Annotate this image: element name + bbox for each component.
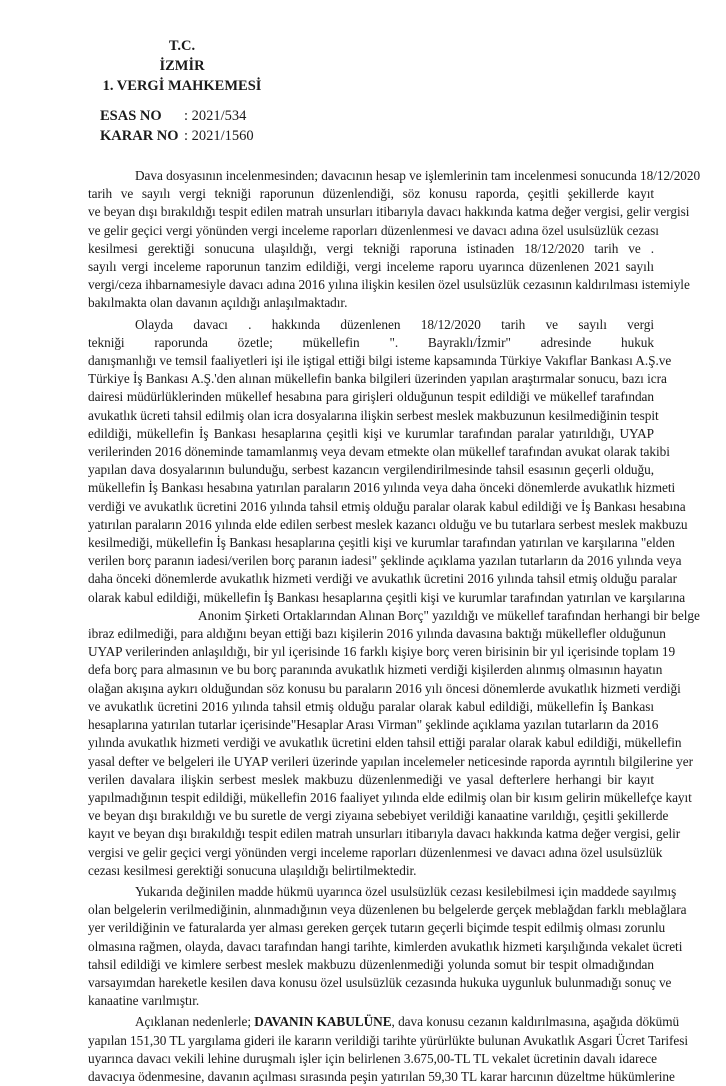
text-line: danışmanlığı ve temsil faaliyetleri işi ile iştigal ettiği bilgi isteme kapsamında Türkiye Vakıflar Bankası A.Ş.ve bbox=[88, 353, 672, 369]
header-court-name: 1. VERGİ MAHKEMESİ bbox=[102, 78, 262, 94]
text-line: yasal defter ve belgeleri ile UYAP verileri üzerinde yapılan incelemeler neticesinde raporda ayrıntılı bilgilerine yer bbox=[88, 753, 694, 769]
text-line: Türkiye İş Bankası A.Ş.'den alınan mükellefin banka bilgileri üzerinden yapılan araştırmalar sonucu, bazı icra bbox=[88, 371, 667, 387]
esas-no-value: : 2021/534 bbox=[184, 108, 247, 124]
karar-no-label: KARAR NO bbox=[100, 128, 179, 144]
header-tc: T.C. bbox=[168, 38, 196, 54]
judgment-first-line bbox=[88, 1013, 680, 1031]
text-line: Yukarıda değinilen madde hükmü uyarınca özel usulsüzlük cezası kesilebilmesi için maddede sayılmış bbox=[135, 883, 677, 899]
karar-no-value: : 2021/1560 bbox=[184, 128, 254, 144]
text-line: ve avukatlık ücretini 2016 yılında tahsil etmiş olduğu paralar olarak kabul edildiği, mükellefin İş Bankası bbox=[88, 698, 654, 714]
karar-no-row bbox=[100, 126, 254, 146]
text-line: olağan akışına aykırı olduğundan söz konusu bu paraların 2016 yılı öncesi dönemlerde avukatlık hizmeti verdiği bbox=[88, 680, 681, 696]
text-line: yapılmadığının tespit edildiği, mükellefin 2016 faaliyet yılında elde edilmiş olan bir kısım gelirin mükellefçe kayıt bbox=[88, 789, 692, 805]
text-line: ve gelir geçici vergi yönünden vergi inceleme raporları düzenlenmesi ve davacı adına özel usulsüzlük cezası bbox=[88, 222, 659, 238]
paragraph-4-judgment bbox=[88, 1013, 689, 1086]
text-line: olarak kabul edildiği, mükellefin İş Bankası hesaplarına çeşitli kişi ve kurumlar tarafından yatırılan ve karşılarına bbox=[88, 589, 686, 605]
text-line: verdiği ve avukatlık ücretini 2016 yılında tahsil etmiş olduğu paralar olarak kabul edildiği ve İş Bankası hesabına bbox=[88, 498, 686, 514]
judgment-decision: DAVANIN KABULÜNE bbox=[254, 1014, 392, 1030]
text-line: varsayımdan hareketle kesilen dava konusu özel usulsüzlük cezasında hukuka uygunluk bulunmadığı sonuç ve bbox=[88, 974, 672, 990]
text-line: UYAP verilerinden anlaşıldığı, bir yıl içerisinde 16 farklı kişiye borç veren birisinin bir yıl içerisinde toplam 19 bbox=[88, 644, 676, 660]
text-line: tekniği raporunda özetle; mükellefin ". Bayraklı/İzmir" adresinde hukuk bbox=[88, 334, 654, 350]
text-line: uyarınca davacı vekili lehine duruşmalı işler için belirlenen 3.675,00-TL TL vekalet ücretinin davalı idarece bbox=[88, 1050, 657, 1066]
text-line: yatırılan paraların 2016 yılında elde edilen serbest meslek kazancı olduğu ve bu tutarlara serbest meslek makbuzu bbox=[88, 516, 688, 532]
text-line: tahsil edildiği ve kimlere serbest meslek makbuzu düzenlenmediği yolunda somut bir tespit olmadığından bbox=[88, 956, 654, 972]
paragraph-3 bbox=[88, 883, 687, 1010]
text-line: ibraz edilmediği, para aldığını beyan ettiği bazı kişilerin 2016 yılında davasına baktığı mükellefler olduğunun bbox=[88, 626, 666, 642]
case-meta bbox=[100, 106, 254, 146]
paragraph-1 bbox=[88, 167, 701, 313]
text-line: mükellefin İş Bankası hesabına yatırılan paraların 2016 yılında veya daha önceki dönemlerde avukatlık hizmeti bbox=[88, 480, 676, 496]
text-line: yılında avukatlık hizmeti verdiği ve avukatlık ücretini elden tahsil ettiği paralar olarak kabul edildiği, mükellefin bbox=[88, 735, 682, 751]
text-line: vergisi ve gelir geçici vergi yönünden vergi inceleme raporları düzenlenmesi ve davacı adına özel usulsüzlük bbox=[88, 844, 663, 860]
text-line: ve beyan dışı bırakıldığı ve bu suretle de vergi ziyaına sebebiyet verildiği kanaatine varıldığı, çeşitli şekillerde bbox=[88, 808, 669, 824]
text-line: olmasına rağmen, olayda, davacı tarafından hangi tarihte, kimlerden avukatlık hizmeti karşılığında vekalet ücreti bbox=[88, 938, 683, 954]
text-line: olan belgelerin verilmediğinin, alınmadığının veya düzenlenen bu belgelerde gerçek meblağdan farklı meblağlara bbox=[88, 902, 687, 918]
text-line: Dava dosyasının incelenmesinden; davacının hesap ve işlemlerinin tam incelenmesi sonucunda 18/12/2020 bbox=[135, 168, 701, 183]
text-line: kesilmediği, mükellefin İş Bankası hesaplarına çeşitli kişi ve kurumlar tarafından yatırılan ve karşılarına "elden bbox=[88, 535, 675, 551]
text-line: hesaplarına yatırılan tutarlar içerisinde"Hesaplar Arası Virman" şeklinde açıklama yazılan tutarların da 2016 bbox=[88, 717, 659, 733]
paragraph-2 bbox=[88, 316, 700, 880]
document-body bbox=[88, 167, 701, 1086]
text-line: bakılmakta olan davanın açıldığı anlaşılmaktadır. bbox=[88, 295, 348, 311]
text-line: edildiği, mükellefin İş Bankası hesaplarına çeşitli kişi ve kurumlar tarafından paralar yatırıldığı, UYAP bbox=[88, 425, 654, 441]
text-line: daha önceki dönemlerde avukatlık hizmeti verdiği ve avukatlık ücretini 2016 yılında tahsil etmiş olduğu paralar bbox=[88, 571, 677, 587]
text-line: kayıt ve beyan dışı bırakıldığı tespit edilen matrah unsurları itibarıyla davacı hakkında katma değer vergisi, gelir bbox=[88, 826, 681, 842]
text-line: avukatlık ücreti tahsil edilmiş olan icra dosyalarına ilişkin serbest meslek makbuzunun kesilmediğinin tespit bbox=[88, 407, 659, 423]
text-line: tarih ve sayılı vergi tekniği raporunun düzenlendiği, söz konusu raporda, çeşitli şekillerde kayıt bbox=[88, 186, 654, 202]
header-city: İZMİR bbox=[159, 58, 205, 74]
text-line: verilerinden 2016 döneminde tamamlanmış veya devam etmekte olan mükellef tarafından avukat olarak takibi bbox=[88, 444, 670, 460]
text-line: dairesi müdürlüklerinden mükellef hesabına para girişleri olduğunun tespit edildiği ve mükellef tarafından bbox=[88, 389, 654, 405]
text-line: verilen borç paranın iadesi/verilen borç paranın iadesi" şeklinde açıklama yazılan tutarların da 2016 yılında veya bbox=[88, 553, 682, 569]
text-line: cezası kesilmesi gerektiği sonucuna ulaşıldığı belirtilmektedir. bbox=[88, 862, 417, 878]
text-line: yapılan 151,30 TL yargılama gideri ile kararın verildiği tarihte yürürlükte bulunan Avukatlık Asgari Ücret Tarifesi bbox=[88, 1032, 689, 1048]
text-line: defa borç para almasının ve bu borç paranında avukatlık hizmeti verdiği kişilerden alınmış olmasının hayatın bbox=[88, 662, 663, 678]
text-line: yapılan dava dosyalarının bulunduğu, serbest kazancın vergilendirilmesinde tahsil esasının geçerli olduğu, bbox=[88, 462, 654, 478]
text-line: sayılı vergi inceleme raporunun tanzim edildiği, vergi inceleme raporu uyarınca düzenlenen 2021 sayılı bbox=[88, 259, 654, 275]
esas-no-row bbox=[100, 106, 254, 126]
text-line: yer verildiğinin ve faturalarda yer alması gereken gerçek tutarın geçerli biçimde tespit edilmiş olması zorunlu bbox=[88, 920, 666, 936]
court-header bbox=[82, 36, 282, 96]
text-line: kanaatine varılmıştır. bbox=[88, 993, 200, 1009]
text-line: kesilmesi gerektiği sonucuna ulaşıldığı, vergi tekniği raporuna istinaden 18/12/2020 tarih ve . bbox=[88, 240, 654, 256]
text-line: vergi/ceza ihbarnamesiyle davacı adına 2016 yılına ilişkin kesilen özel usulsüzlük cezasının kaldırılması istemiyle bbox=[88, 277, 690, 293]
judgment-intro: Açıklanan nedenlerle; bbox=[135, 1014, 255, 1030]
judgment-rest: , dava konusu cezanın kaldırılmasına, aşağıda dökümü bbox=[391, 1014, 680, 1030]
text-line: Olayda davacı . hakkında düzenlenen 18/12/2020 tarih ve sayılı vergi bbox=[135, 316, 654, 332]
esas-no-label: ESAS NO bbox=[100, 108, 162, 124]
text-line: verilen davalara ilişkin serbest meslek makbuzu düzenlenmediği ve yasal defterlere herhangi bir kayıt bbox=[88, 771, 654, 787]
text-line: Anonim Şirketi Ortaklarından Alınan Borç" yazıldığı ve mükellef tarafından herhangi bir belge bbox=[198, 607, 700, 623]
text-line: ve beyan dışı bırakıldığı tespit edilen matrah unsurları itibarıyla davacı hakkında katma değer vergisi, gelir vergisi bbox=[88, 204, 690, 220]
text-line: davacıya ödenmesine, davanın açılması sırasında peşin yatırılan 59,30 TL karar harcının düzeltme hükümlerine bbox=[88, 1068, 675, 1084]
